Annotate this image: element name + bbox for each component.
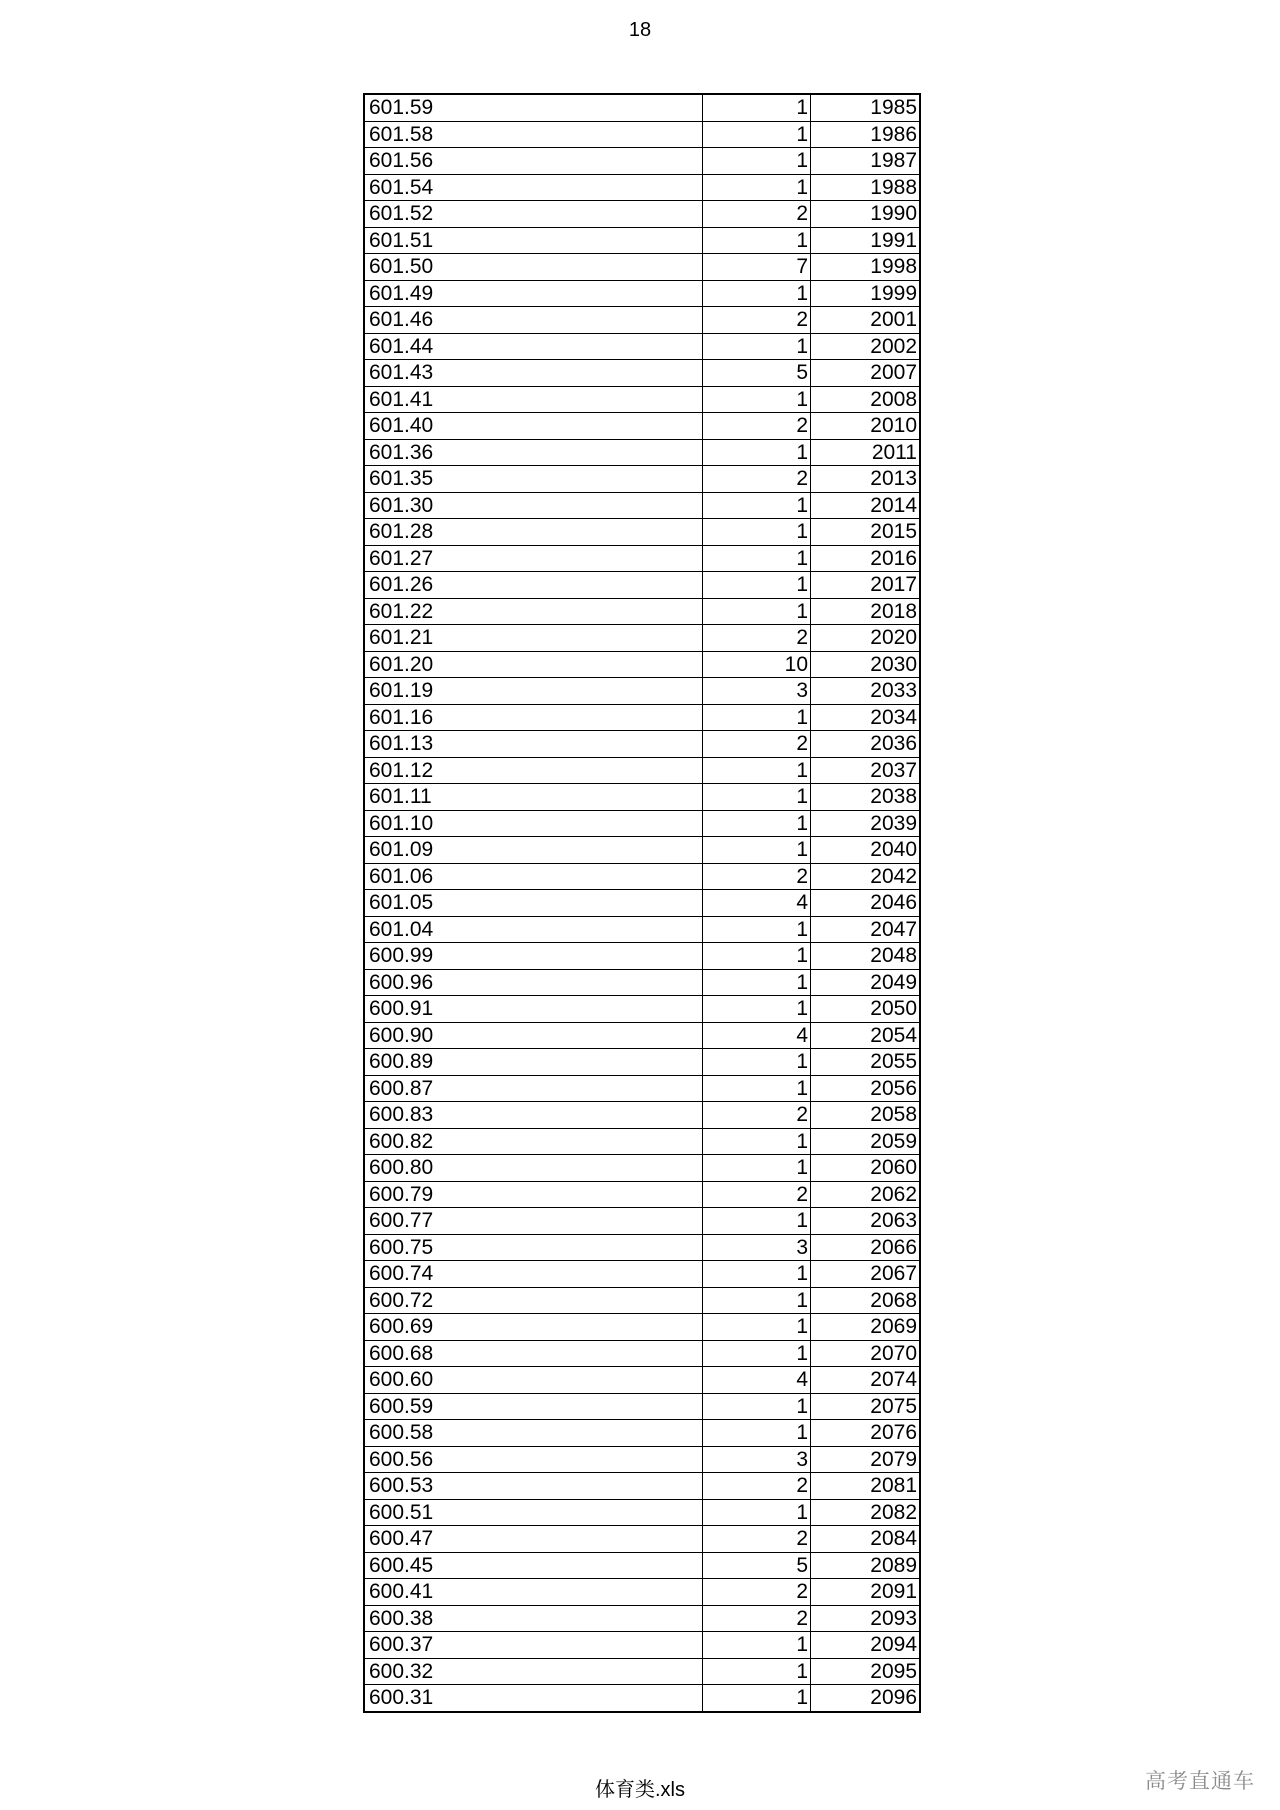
table-body xyxy=(364,94,920,1712)
table-row xyxy=(364,863,920,890)
cumulative-cell: 1990 xyxy=(811,201,921,228)
count-cell: 2 xyxy=(703,1526,811,1553)
table-row xyxy=(364,466,920,493)
score-cell: 601.54 xyxy=(364,174,703,201)
score-cell: 600.32 xyxy=(364,1658,703,1685)
cumulative-cell: 2014 xyxy=(811,492,921,519)
score-cell: 600.72 xyxy=(364,1287,703,1314)
cumulative-cell: 1988 xyxy=(811,174,921,201)
cumulative-cell: 2070 xyxy=(811,1340,921,1367)
table-row xyxy=(364,1526,920,1553)
score-cell: 601.41 xyxy=(364,386,703,413)
table-row xyxy=(364,969,920,996)
count-cell: 4 xyxy=(703,1367,811,1394)
table-row xyxy=(364,1155,920,1182)
count-cell: 4 xyxy=(703,1022,811,1049)
count-cell: 1 xyxy=(703,280,811,307)
cumulative-cell: 2016 xyxy=(811,545,921,572)
table-row xyxy=(364,1340,920,1367)
count-cell: 5 xyxy=(703,360,811,387)
score-cell: 600.59 xyxy=(364,1393,703,1420)
count-cell: 1 xyxy=(703,545,811,572)
table-row xyxy=(364,1473,920,1500)
cumulative-cell: 2076 xyxy=(811,1420,921,1447)
count-cell: 2 xyxy=(703,307,811,334)
cumulative-cell: 2062 xyxy=(811,1181,921,1208)
table-row xyxy=(364,1658,920,1685)
table-row xyxy=(364,360,920,387)
table-row xyxy=(364,413,920,440)
count-cell: 1 xyxy=(703,916,811,943)
count-cell: 1 xyxy=(703,943,811,970)
cumulative-cell: 2013 xyxy=(811,466,921,493)
score-cell: 601.11 xyxy=(364,784,703,811)
score-cell: 601.13 xyxy=(364,731,703,758)
count-cell: 7 xyxy=(703,254,811,281)
cumulative-cell: 2069 xyxy=(811,1314,921,1341)
cumulative-cell: 2054 xyxy=(811,1022,921,1049)
table-row xyxy=(364,651,920,678)
cumulative-cell: 2030 xyxy=(811,651,921,678)
cumulative-cell: 1991 xyxy=(811,227,921,254)
cumulative-cell: 2056 xyxy=(811,1075,921,1102)
score-cell: 601.46 xyxy=(364,307,703,334)
count-cell: 10 xyxy=(703,651,811,678)
cumulative-cell: 1986 xyxy=(811,121,921,148)
cumulative-cell: 2007 xyxy=(811,360,921,387)
score-cell: 600.80 xyxy=(364,1155,703,1182)
table-row xyxy=(364,1102,920,1129)
count-cell: 1 xyxy=(703,1208,811,1235)
count-cell: 5 xyxy=(703,1552,811,1579)
table-row xyxy=(364,280,920,307)
count-cell: 1 xyxy=(703,439,811,466)
cumulative-cell: 2074 xyxy=(811,1367,921,1394)
count-cell: 1 xyxy=(703,1420,811,1447)
cumulative-cell: 2017 xyxy=(811,572,921,599)
cumulative-cell: 2047 xyxy=(811,916,921,943)
cumulative-cell: 2093 xyxy=(811,1605,921,1632)
table-row xyxy=(364,121,920,148)
table-row xyxy=(364,784,920,811)
score-distribution-table xyxy=(363,93,921,1713)
cumulative-cell: 2096 xyxy=(811,1685,921,1712)
count-cell: 2 xyxy=(703,413,811,440)
score-cell: 600.38 xyxy=(364,1605,703,1632)
score-cell: 601.19 xyxy=(364,678,703,705)
table-row xyxy=(364,1287,920,1314)
score-cell: 601.04 xyxy=(364,916,703,943)
table-row xyxy=(364,201,920,228)
cumulative-cell: 2048 xyxy=(811,943,921,970)
cumulative-cell: 1985 xyxy=(811,94,921,121)
cumulative-cell: 2040 xyxy=(811,837,921,864)
table-row xyxy=(364,174,920,201)
score-cell: 600.53 xyxy=(364,1473,703,1500)
score-cell: 600.37 xyxy=(364,1632,703,1659)
count-cell: 3 xyxy=(703,1446,811,1473)
cumulative-cell: 2036 xyxy=(811,731,921,758)
cumulative-cell: 2084 xyxy=(811,1526,921,1553)
table-row xyxy=(364,1367,920,1394)
cumulative-cell: 2082 xyxy=(811,1499,921,1526)
cumulative-cell: 2059 xyxy=(811,1128,921,1155)
count-cell: 2 xyxy=(703,466,811,493)
score-cell: 601.20 xyxy=(364,651,703,678)
table-row xyxy=(364,731,920,758)
footer-filename: 体育类.xls xyxy=(595,1779,685,1801)
table-row xyxy=(364,1393,920,1420)
table-row xyxy=(364,333,920,360)
score-cell: 600.58 xyxy=(364,1420,703,1447)
score-cell: 601.52 xyxy=(364,201,703,228)
table-row xyxy=(364,1181,920,1208)
table-row xyxy=(364,943,920,970)
table-row xyxy=(364,386,920,413)
cumulative-cell: 2039 xyxy=(811,810,921,837)
count-cell: 1 xyxy=(703,174,811,201)
count-cell: 1 xyxy=(703,333,811,360)
count-cell: 2 xyxy=(703,1102,811,1129)
count-cell: 2 xyxy=(703,1605,811,1632)
count-cell: 1 xyxy=(703,572,811,599)
score-cell: 601.16 xyxy=(364,704,703,731)
table-row xyxy=(364,1605,920,1632)
cumulative-cell: 2058 xyxy=(811,1102,921,1129)
cumulative-cell: 2091 xyxy=(811,1579,921,1606)
score-cell: 601.49 xyxy=(364,280,703,307)
cumulative-cell: 2038 xyxy=(811,784,921,811)
count-cell: 2 xyxy=(703,731,811,758)
cumulative-cell: 2037 xyxy=(811,757,921,784)
score-cell: 601.35 xyxy=(364,466,703,493)
score-cell: 600.51 xyxy=(364,1499,703,1526)
table-row xyxy=(364,678,920,705)
score-cell: 600.31 xyxy=(364,1685,703,1712)
count-cell: 2 xyxy=(703,625,811,652)
table-row xyxy=(364,810,920,837)
table-row xyxy=(364,254,920,281)
score-cell: 601.22 xyxy=(364,598,703,625)
count-cell: 1 xyxy=(703,1340,811,1367)
table-row xyxy=(364,996,920,1023)
cumulative-cell: 2046 xyxy=(811,890,921,917)
cumulative-cell: 1998 xyxy=(811,254,921,281)
count-cell: 1 xyxy=(703,1155,811,1182)
count-cell: 4 xyxy=(703,890,811,917)
table-row xyxy=(364,757,920,784)
count-cell: 1 xyxy=(703,492,811,519)
table-row xyxy=(364,227,920,254)
cumulative-cell: 2011 xyxy=(811,439,921,466)
count-cell: 1 xyxy=(703,227,811,254)
score-cell: 600.74 xyxy=(364,1261,703,1288)
score-cell: 600.90 xyxy=(364,1022,703,1049)
count-cell: 1 xyxy=(703,1128,811,1155)
table-row xyxy=(364,1075,920,1102)
cumulative-cell: 2015 xyxy=(811,519,921,546)
cumulative-cell: 2094 xyxy=(811,1632,921,1659)
table-row xyxy=(364,1022,920,1049)
table-row xyxy=(364,545,920,572)
count-cell: 1 xyxy=(703,386,811,413)
score-cell: 601.50 xyxy=(364,254,703,281)
table-row xyxy=(364,1234,920,1261)
count-cell: 2 xyxy=(703,1473,811,1500)
count-cell: 1 xyxy=(703,784,811,811)
table-row xyxy=(364,837,920,864)
table-row xyxy=(364,1128,920,1155)
cumulative-cell: 2008 xyxy=(811,386,921,413)
score-cell: 601.12 xyxy=(364,757,703,784)
score-cell: 601.26 xyxy=(364,572,703,599)
count-cell: 2 xyxy=(703,1579,811,1606)
score-cell: 600.45 xyxy=(364,1552,703,1579)
score-cell: 600.99 xyxy=(364,943,703,970)
count-cell: 2 xyxy=(703,863,811,890)
count-cell: 1 xyxy=(703,837,811,864)
table-row xyxy=(364,492,920,519)
table-row xyxy=(364,625,920,652)
cumulative-cell: 2060 xyxy=(811,1155,921,1182)
count-cell: 1 xyxy=(703,519,811,546)
score-cell: 601.36 xyxy=(364,439,703,466)
cumulative-cell: 2066 xyxy=(811,1234,921,1261)
score-cell: 600.89 xyxy=(364,1049,703,1076)
cumulative-cell: 2034 xyxy=(811,704,921,731)
table-row xyxy=(364,1420,920,1447)
score-cell: 601.06 xyxy=(364,863,703,890)
table-row xyxy=(364,572,920,599)
count-cell: 1 xyxy=(703,757,811,784)
table-row xyxy=(364,1579,920,1606)
score-cell: 601.30 xyxy=(364,492,703,519)
count-cell: 1 xyxy=(703,969,811,996)
table-row xyxy=(364,704,920,731)
count-cell: 1 xyxy=(703,1685,811,1712)
count-cell: 1 xyxy=(703,1658,811,1685)
score-cell: 601.56 xyxy=(364,148,703,175)
count-cell: 2 xyxy=(703,1181,811,1208)
cumulative-cell: 2018 xyxy=(811,598,921,625)
table-row xyxy=(364,1208,920,1235)
count-cell: 1 xyxy=(703,94,811,121)
score-cell: 601.21 xyxy=(364,625,703,652)
score-cell: 601.05 xyxy=(364,890,703,917)
table-row xyxy=(364,1499,920,1526)
table-row xyxy=(364,1446,920,1473)
table-row xyxy=(364,148,920,175)
count-cell: 1 xyxy=(703,1314,811,1341)
cumulative-cell: 2020 xyxy=(811,625,921,652)
score-cell: 601.28 xyxy=(364,519,703,546)
watermark: 高考直通车 xyxy=(1145,1770,1255,1793)
cumulative-cell: 2095 xyxy=(811,1658,921,1685)
cumulative-cell: 2055 xyxy=(811,1049,921,1076)
cumulative-cell: 2033 xyxy=(811,678,921,705)
cumulative-cell: 2050 xyxy=(811,996,921,1023)
cumulative-cell: 2079 xyxy=(811,1446,921,1473)
score-cell: 601.43 xyxy=(364,360,703,387)
score-cell: 600.68 xyxy=(364,1340,703,1367)
cumulative-cell: 2010 xyxy=(811,413,921,440)
score-cell: 600.77 xyxy=(364,1208,703,1235)
score-cell: 600.56 xyxy=(364,1446,703,1473)
count-cell: 1 xyxy=(703,1049,811,1076)
score-cell: 601.44 xyxy=(364,333,703,360)
score-cell: 600.96 xyxy=(364,969,703,996)
cumulative-cell: 1987 xyxy=(811,148,921,175)
count-cell: 1 xyxy=(703,1287,811,1314)
table-row xyxy=(364,1314,920,1341)
score-cell: 601.10 xyxy=(364,810,703,837)
score-cell: 600.87 xyxy=(364,1075,703,1102)
count-cell: 1 xyxy=(703,148,811,175)
cumulative-cell: 1999 xyxy=(811,280,921,307)
score-cell: 601.51 xyxy=(364,227,703,254)
cumulative-cell: 2042 xyxy=(811,863,921,890)
cumulative-cell: 2049 xyxy=(811,969,921,996)
table-row xyxy=(364,1685,920,1712)
count-cell: 1 xyxy=(703,996,811,1023)
count-cell: 1 xyxy=(703,1393,811,1420)
score-cell: 601.58 xyxy=(364,121,703,148)
count-cell: 1 xyxy=(703,1632,811,1659)
score-cell: 600.79 xyxy=(364,1181,703,1208)
score-cell: 600.41 xyxy=(364,1579,703,1606)
score-cell: 601.59 xyxy=(364,94,703,121)
page-number: 18 xyxy=(628,19,652,41)
count-cell: 2 xyxy=(703,201,811,228)
cumulative-cell: 2067 xyxy=(811,1261,921,1288)
table-row xyxy=(364,890,920,917)
cumulative-cell: 2075 xyxy=(811,1393,921,1420)
count-cell: 1 xyxy=(703,1075,811,1102)
cumulative-cell: 2081 xyxy=(811,1473,921,1500)
table-row xyxy=(364,1552,920,1579)
table-row xyxy=(364,598,920,625)
count-cell: 1 xyxy=(703,121,811,148)
table-row xyxy=(364,1049,920,1076)
table-row xyxy=(364,1632,920,1659)
score-cell: 600.47 xyxy=(364,1526,703,1553)
score-cell: 601.27 xyxy=(364,545,703,572)
score-cell: 600.60 xyxy=(364,1367,703,1394)
score-cell: 601.40 xyxy=(364,413,703,440)
count-cell: 1 xyxy=(703,810,811,837)
count-cell: 1 xyxy=(703,1261,811,1288)
count-cell: 3 xyxy=(703,1234,811,1261)
cumulative-cell: 2089 xyxy=(811,1552,921,1579)
cumulative-cell: 2002 xyxy=(811,333,921,360)
score-cell: 600.91 xyxy=(364,996,703,1023)
count-cell: 1 xyxy=(703,704,811,731)
table-row xyxy=(364,519,920,546)
cumulative-cell: 2068 xyxy=(811,1287,921,1314)
table-row xyxy=(364,1261,920,1288)
table-row xyxy=(364,439,920,466)
table-row xyxy=(364,307,920,334)
score-cell: 600.69 xyxy=(364,1314,703,1341)
count-cell: 3 xyxy=(703,678,811,705)
count-cell: 1 xyxy=(703,598,811,625)
cumulative-cell: 2063 xyxy=(811,1208,921,1235)
table-row xyxy=(364,916,920,943)
score-cell: 600.75 xyxy=(364,1234,703,1261)
score-cell: 601.09 xyxy=(364,837,703,864)
cumulative-cell: 2001 xyxy=(811,307,921,334)
score-cell: 600.83 xyxy=(364,1102,703,1129)
score-cell: 600.82 xyxy=(364,1128,703,1155)
count-cell: 1 xyxy=(703,1499,811,1526)
table-row xyxy=(364,94,920,121)
